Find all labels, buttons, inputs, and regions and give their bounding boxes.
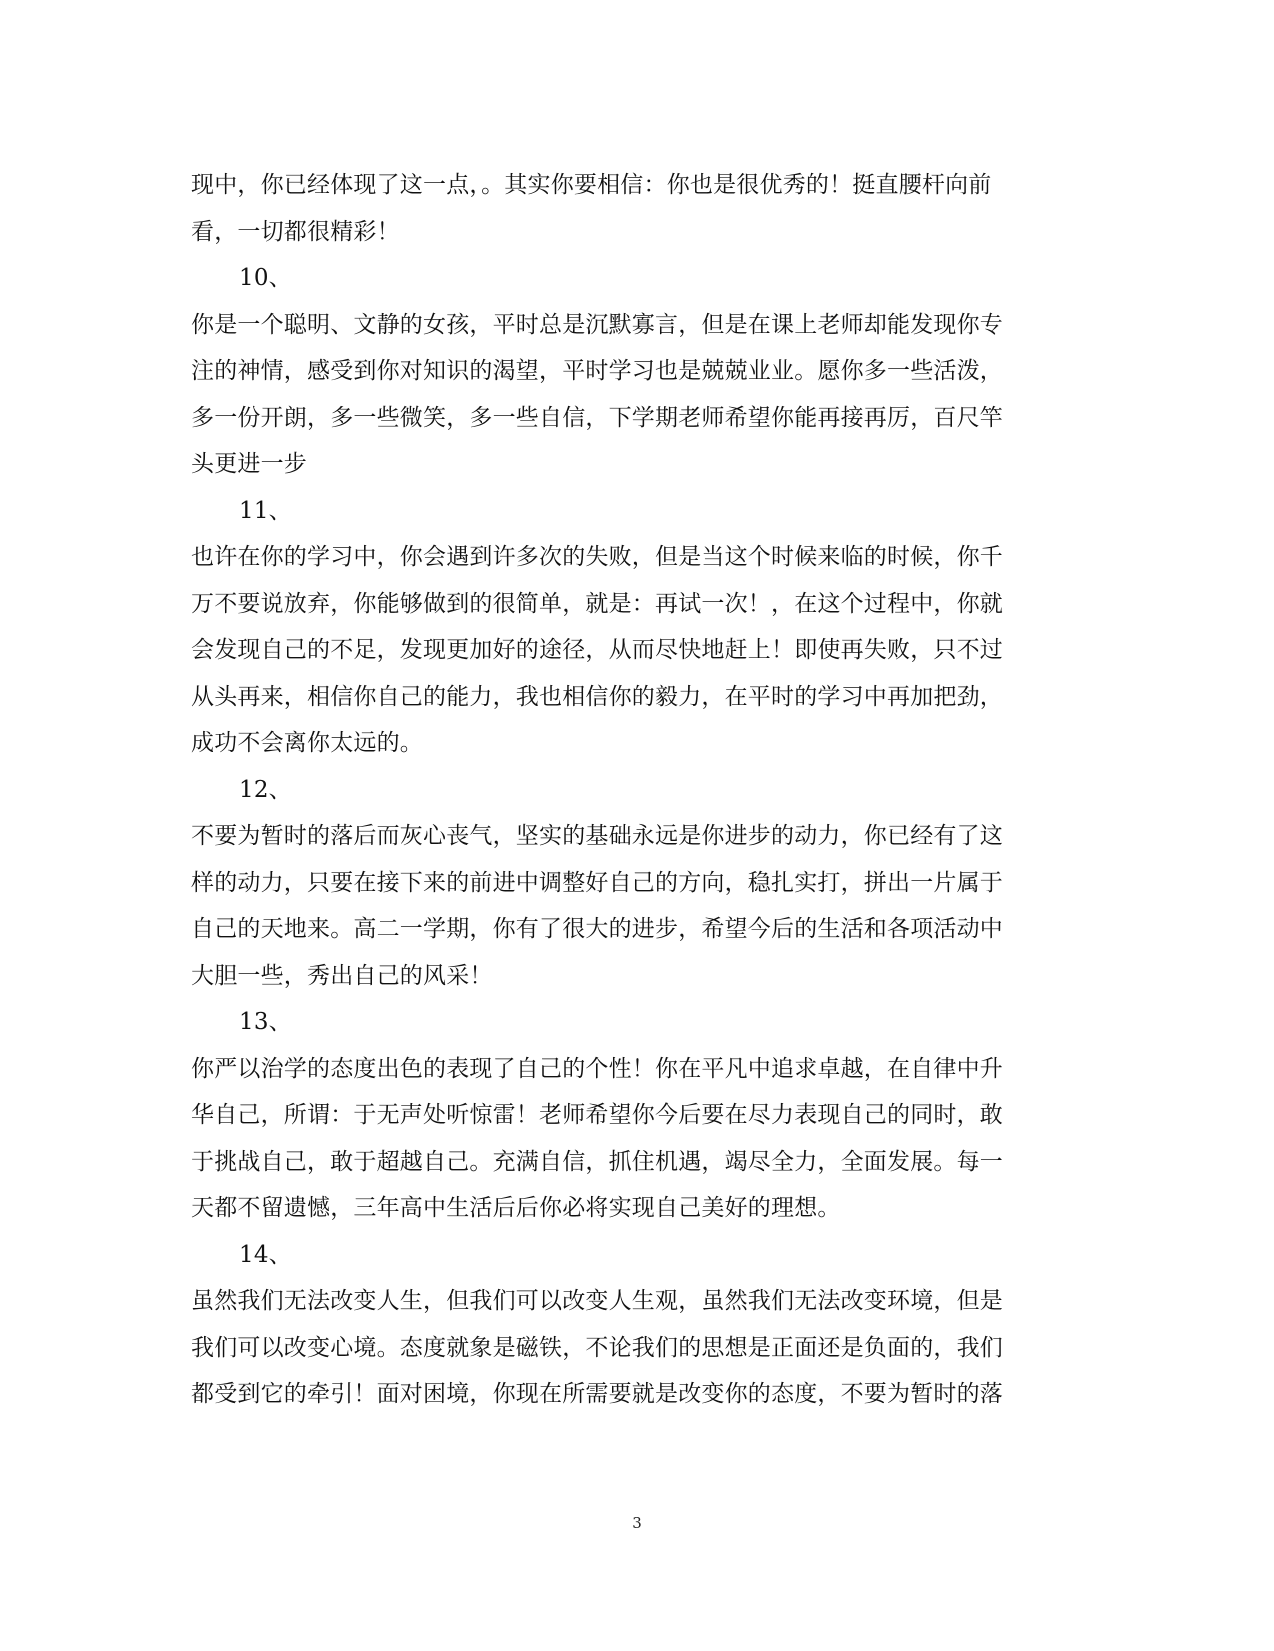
text-line: 都受到它的牵引！面对困境，你现在所需要就是改变你的态度，不要为暂时的落 bbox=[191, 1381, 1003, 1407]
text-line: 现中，你已经体现了这一点，。其实你要相信：你也是很优秀的！挺直腰杆向前 bbox=[191, 172, 992, 198]
text-line: 万不要说放弃，你能够做到的很简单，就是：再试一次！，在这个过程中，你就 bbox=[191, 590, 1003, 617]
text-line: 天都不留遗憾，三年高中生活后后你必将实现自己美好的理想。 bbox=[191, 1195, 841, 1221]
text-line: 会发现自己的不足，发现更加好的途径，从而尽快地赶上！即使再失败，只不过 bbox=[191, 637, 1003, 663]
text-line: 样的动力，只要在接下来的前进中调整好自己的方向，稳扎实打，拼出一片属于 bbox=[191, 869, 1003, 896]
text-line: 成功不会离你太远的。 bbox=[191, 730, 423, 756]
item-number: 14、 bbox=[239, 1241, 292, 1268]
text-line: 你是一个聪明、文静的女孩，平时总是沉默寡言，但是在课上老师却能发现你专 bbox=[191, 311, 1003, 338]
text-line: 从头再来，相信你自己的能力，我也相信你的毅力，在平时的学习中再加把劲， bbox=[191, 683, 1003, 710]
text-line: 我们可以改变心境。态度就象是磁铁，不论我们的思想是正面还是负面的，我们 bbox=[191, 1334, 1003, 1361]
text-line: 多一份开朗，多一些微笑，多一些自信，下学期老师希望你能再接再厉，百尺竿 bbox=[191, 404, 1003, 431]
text-line: 于挑战自己，敢于超越自己。充满自信，抓住机遇，竭尽全力，全面发展。每一 bbox=[191, 1148, 1003, 1175]
text-line: 不要为暂时的落后而灰心丧气，坚实的基础永远是你进步的动力，你已经有了这 bbox=[191, 823, 1003, 849]
text-line: 华自己，所谓：于无声处听惊雷！老师希望你今后要在尽力表现自己的同时，敢 bbox=[191, 1102, 1003, 1128]
text-line: 也许在你的学习中，你会遇到许多次的失败，但是当这个时候来临的时候，你千 bbox=[191, 544, 1003, 570]
text-line: 大胆一些，秀出自己的风采！ bbox=[191, 962, 493, 989]
text-line: 看，一切都很精彩！ bbox=[191, 218, 400, 245]
text-line: 头更进一步 bbox=[191, 451, 307, 477]
text-line: 虽然我们无法改变人生，但我们可以改变人生观，虽然我们无法改变环境，但是 bbox=[191, 1288, 1003, 1314]
item-number: 11、 bbox=[239, 497, 292, 524]
page-number: 3 bbox=[632, 1514, 642, 1532]
text-line: 你严以治学的态度出色的表现了自己的个性！你在平凡中追求卓越，在自律中升 bbox=[191, 1055, 1003, 1082]
text-line: 注的神情，感受到你对知识的渴望，平时学习也是兢兢业业。愿你多一些活泼， bbox=[191, 358, 1003, 384]
item-number: 13、 bbox=[239, 1009, 292, 1035]
item-number: 10、 bbox=[239, 265, 292, 291]
text-line: 自己的天地来。高二一学期，你有了很大的进步，希望今后的生活和各项活动中 bbox=[191, 916, 1003, 942]
item-number: 12、 bbox=[239, 776, 292, 803]
document-body bbox=[191, 162, 1071, 1418]
